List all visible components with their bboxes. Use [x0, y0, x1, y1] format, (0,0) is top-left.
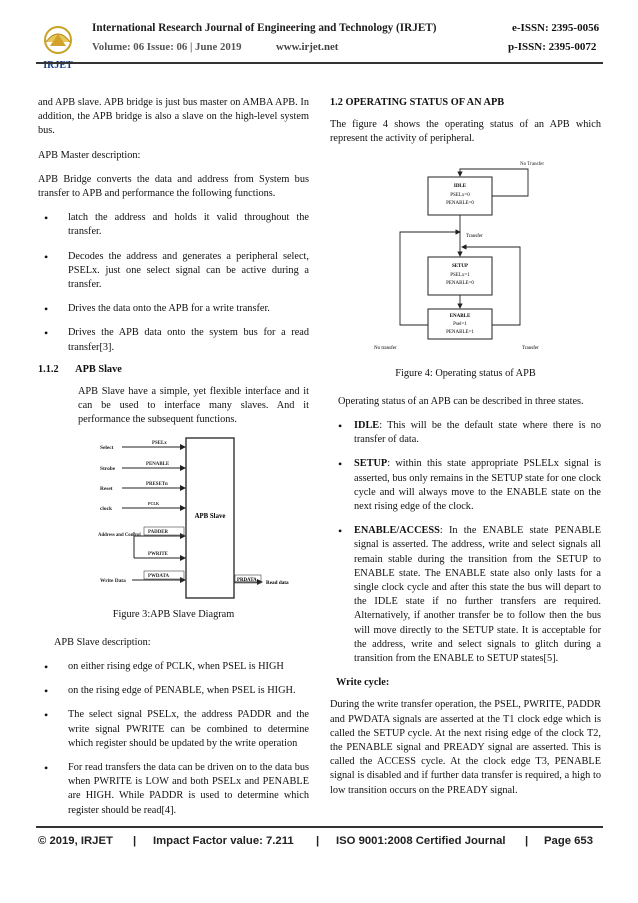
idle-state-psel: PSELx=0	[450, 192, 470, 198]
term-idle: IDLE	[354, 420, 380, 432]
volume-issue: Volume: 06 Issue: 06 | June 2019	[92, 41, 242, 53]
enable-state-psel: Psel=1	[453, 321, 467, 327]
left-column	[38, 96, 309, 828]
apb-slave-label: APB Slave	[194, 512, 226, 520]
paragraph: The figure 4 shows the operating status of an APB which represent the activity of peripheral.	[330, 119, 601, 145]
slave-description-list	[38, 660, 309, 818]
signal-prdata: PRDATA	[237, 577, 257, 583]
signal-padder: PADDER	[148, 529, 169, 535]
paragraph: and APB slave. APB bridge is just bus master on AMBA APB. In addition, the APB bridge is also a slave on the high-level system bus.	[38, 97, 309, 137]
signal-select: Select	[100, 444, 114, 451]
signal-presetn: PRESETn	[146, 481, 168, 487]
list-item-setup	[338, 457, 601, 514]
signal-pwdata: PWDATA	[148, 573, 170, 579]
no-transfer-bottom-label: No transfer	[374, 345, 397, 351]
enable-state-title: ENABLE	[449, 313, 471, 319]
figure-4-caption: Figure 4: Operating status of APB	[395, 367, 536, 379]
setup-state-penable: PENABLE=0	[446, 280, 474, 286]
signal-write-data: Write Data	[100, 577, 126, 584]
list-item: • For read transfers the data can be driven on to the data bus when PWRITE is LOW and both PSELx and PENABLE are HIGH. While PADDR is used to determine which register should be read[4].	[38, 761, 309, 818]
read-data-label: Read data	[266, 579, 289, 586]
list-item-idle	[338, 419, 601, 447]
enable-description: : In the ENABLE state PENABLE signal is asserted. The address, write and select signals all remain stable during the transition from the SETUP to ENABLE state. The ENABLE state also only lasts for a single clock cycle and after this state the bus will depart to the IDLE state if no further transfers are required. Alternatively, if another transfer be to follow then the bus will move directly to the SETUP state. It is acceptable for the address, write and select signals to glitch during a transition from the ENABLE to SETUP states[5].	[354, 525, 601, 665]
signal-pselx: PSELx	[152, 440, 167, 446]
journal-title: International Research Journal of Engineering and Technology (IRJET)	[92, 22, 437, 34]
signal-penable: PENABLE	[146, 461, 170, 467]
irjet-logo	[36, 22, 80, 74]
footer-divider	[36, 826, 603, 828]
signal-pclk: PCLK	[148, 500, 160, 506]
logo-text: IRJET	[43, 60, 73, 71]
term-setup: SETUP	[354, 458, 388, 470]
enable-state-penable: PENABLE=1	[446, 329, 474, 335]
footer-separator: |	[133, 835, 137, 847]
list-item: • on the rising edge of PENABLE, when PSEL is HIGH.	[38, 684, 309, 698]
p-issn: p-ISSN: 2395-0072	[508, 41, 597, 53]
paragraph: APB Slave have a simple, yet flexible interface and it can be used to interface many slaves. And it performance the subsequent functions.	[78, 386, 309, 426]
idle-state-penable: PENABLE=0	[446, 200, 474, 206]
footer-impact-factor: Impact Factor value: 7.211	[153, 835, 294, 847]
footer-page-number: Page 653	[544, 835, 593, 847]
footer-separator: |	[525, 835, 529, 847]
list-item: • Decodes the address and generates a peripheral select, PSELx. just one select signal can be active during a transfer.	[38, 250, 309, 293]
figure-3-apb-slave-diagram	[94, 436, 309, 600]
section-heading	[38, 363, 309, 377]
setup-description: : within this state appropriate PSLELx signal is asserted, bus only remains in the SETUP state for one clock cycle and will always move to the ENABLE state on the next rising edge of the clock.	[354, 458, 601, 513]
no-transfer-top-label: No Transfer	[520, 161, 545, 167]
figure-4-state-diagram	[370, 157, 601, 353]
footer-copyright: © 2019, IRJET	[38, 835, 113, 847]
signal-clock: clock	[100, 505, 112, 512]
right-column	[330, 96, 601, 808]
list-item: • Drives the APB data onto the system bus for a read transfer[3].	[38, 326, 309, 354]
signal-address-control: Address and Control	[98, 532, 141, 538]
footer-iso: ISO 9001:2008 Certified Journal	[336, 835, 506, 847]
paragraph: APB Bridge converts the data and address from System bus transfer to APB and performance the following functions.	[38, 173, 309, 200]
footer-separator: |	[316, 835, 320, 847]
header-divider	[36, 62, 603, 64]
list-item: • latch the address and holds it valid throughout the transfer.	[38, 211, 309, 239]
paragraph: APB Master description:	[38, 149, 141, 161]
paragraph: APB Slave description:	[54, 636, 151, 648]
list-item: • on either rising edge of PCLK, when PSEL is HIGH	[38, 660, 309, 674]
e-issn: e-ISSN: 2395-0056	[512, 22, 600, 34]
idle-state-title: IDLE	[453, 183, 467, 189]
transfer-bottom-label: Transfer	[522, 345, 539, 351]
paragraph: Operating status of an APB can be described in three states.	[338, 395, 584, 407]
setup-state-psel: PSELx=1	[450, 272, 470, 278]
list-item-enable	[338, 524, 601, 666]
section-number: 1.1.2	[38, 363, 59, 375]
journal-website-link[interactable]: www.irjet.net	[276, 41, 339, 53]
signal-strobe: Strobe	[100, 465, 116, 472]
term-enable-access: ENABLE/ACCESS	[354, 525, 440, 537]
signal-reset: Reset	[100, 485, 113, 492]
signal-pwrite: PWRITE	[148, 551, 168, 557]
section-heading: 1.2 OPERATING STATUS OF AN APB	[330, 97, 505, 108]
idle-description: : This will be the default state where there is no transfer of data.	[354, 420, 601, 446]
master-functions-list	[38, 211, 309, 355]
setup-state-title: SETUP	[451, 263, 469, 269]
list-item: • The select signal PSELx, the address PADDR and the write signal PWRITE can be combined to determine which register should be updated by the write operation	[38, 708, 309, 751]
write-cycle-heading: Write cycle:	[336, 677, 390, 689]
list-item: • Drives the data onto the APB for a write transfer.	[38, 302, 309, 316]
paragraph: During the write transfer operation, the PSEL, PWRITE, PADDR and PWDATA signals are asserted at the T1 clock edge which is called the SETUP cycle. At the next rising edge of the clock T2, the PENABLE signal and PREADY signal are asserted. This is called the ACCESS cycle. At the clock edge T3, PENABLE signal is disabled and if further data transfer is required, a high to low transition occurs on the PREADY signal.	[330, 699, 601, 796]
section-title: APB Slave	[75, 363, 122, 375]
figure-3-caption: Figure 3:APB Slave Diagram	[112, 608, 235, 620]
operating-states-list	[338, 419, 601, 666]
transfer-mid-label: Transfer	[466, 233, 483, 239]
